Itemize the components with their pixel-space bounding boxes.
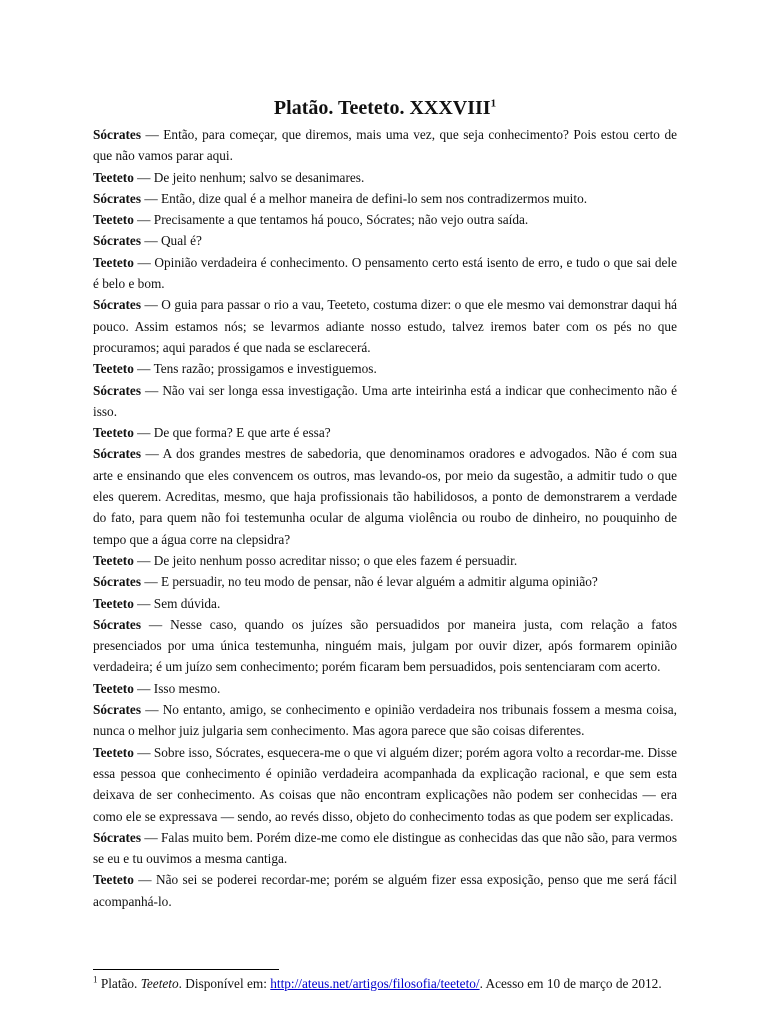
speaker-name: Teeteto bbox=[93, 595, 134, 611]
speaker-name: Sócrates bbox=[93, 574, 141, 590]
footnote-separator bbox=[93, 969, 279, 970]
footnote-link[interactable]: http://ateus.net/artigos/filosofia/teeteto/ bbox=[270, 976, 480, 991]
speech-text: — Não vai ser longa essa investigação. Uma arte inteirinha está a indicar que conhecimento não é isso. bbox=[93, 382, 677, 419]
speech-text: — Qual é? bbox=[141, 233, 202, 249]
dialogue-turn bbox=[93, 230, 677, 251]
speaker-name: Teeteto bbox=[93, 212, 134, 228]
speech-text: — Nesse caso, quando os juízes são persuadidos por maneira justa, com relação a fatos presenciados por uma única testemunha, ninguém mais, julgam por ouvir dizer, após formarem opinião verdadeira; é um juízo sem conhecimento; porém ficaram bem persuadidos, pois sentenciaram com acerto. bbox=[93, 616, 677, 675]
speech-text: — Isso mesmo. bbox=[133, 680, 221, 696]
speech-text: — De jeito nenhum posso acreditar nisso; o que eles fazem é persuadir. bbox=[133, 552, 518, 568]
footnote bbox=[93, 975, 693, 993]
footnote-available-text: . Disponível em: bbox=[178, 976, 271, 991]
speaker-name: Sócrates bbox=[93, 446, 141, 462]
speaker-name: Sócrates bbox=[93, 616, 141, 632]
speaker-name: Teeteto bbox=[93, 425, 134, 441]
speaker-name: Teeteto bbox=[93, 680, 134, 696]
dialogue-turn bbox=[93, 742, 677, 827]
speaker-name: Sócrates bbox=[93, 190, 141, 206]
footnote-author: Platão. bbox=[97, 976, 141, 991]
dialogue-turn bbox=[93, 699, 677, 742]
speaker-name: Teeteto bbox=[93, 254, 134, 270]
speech-text: — Sobre isso, Sócrates, esquecera-me o que vi alguém dizer; porém agora volto a recordar-me. Disse essa pessoa que conhecimento é opinião verdadeira acompanhada da explicação racional, e que sem esta deixava de ser conhecimento. As coisas que não encontram explicações não podem ser conhecidas — era como ele se expressava — sendo, ao revés disso, objeto do conhecimento todas as que podem ser explicadas. bbox=[93, 744, 677, 824]
footnote-access-text: . Acesso em 10 de março de 2012. bbox=[479, 976, 662, 991]
speech-text: — E persuadir, no teu modo de pensar, não é levar alguém a admitir alguma opinião? bbox=[141, 574, 598, 590]
speaker-name: Sócrates bbox=[93, 702, 141, 718]
speaker-name: Teeteto bbox=[93, 552, 134, 568]
dialogue-turn bbox=[93, 167, 677, 188]
dialogue-turn bbox=[93, 443, 677, 549]
title-text: Platão. Teeteto. XXXVIII bbox=[273, 97, 491, 119]
document-page bbox=[93, 0, 677, 912]
dialogue-turn bbox=[93, 380, 677, 423]
speaker-name: Teeteto bbox=[93, 361, 134, 377]
dialogue-turn bbox=[93, 550, 677, 571]
dialogue-turn bbox=[93, 422, 677, 443]
speaker-name: Sócrates bbox=[93, 382, 141, 398]
footnote-work-title: Teeteto bbox=[140, 976, 179, 991]
dialogue-turn bbox=[93, 252, 677, 295]
speaker-name: Sócrates bbox=[93, 233, 141, 249]
dialogue-turn bbox=[93, 124, 677, 167]
speaker-name: Teeteto bbox=[93, 169, 134, 185]
dialogue-turn bbox=[93, 827, 677, 870]
dialogue-turn bbox=[93, 614, 677, 678]
dialogue-turn bbox=[93, 294, 677, 358]
speech-text: — Então, para começar, que diremos, mais uma vez, que seja conhecimento? Pois estou certo de que não vamos parar aqui. bbox=[93, 127, 677, 164]
dialogue-turn bbox=[93, 593, 677, 614]
speech-text: — De jeito nenhum; salvo se desanimares. bbox=[133, 169, 365, 185]
speech-text: — De que forma? E que arte é essa? bbox=[133, 425, 331, 441]
speaker-name: Teeteto bbox=[93, 744, 134, 760]
dialogue-turn bbox=[93, 571, 677, 592]
speech-text: — Falas muito bem. Porém dize-me como ele distingue as conhecidas das que não são, para vermos se eu e tu ouvimos a mesma cantiga. bbox=[93, 829, 677, 867]
speech-text: — Tens razão; prossigamos e investiguemos. bbox=[133, 361, 377, 377]
footnote-marker: 1 bbox=[93, 974, 98, 985]
speech-text: — Então, dize qual é a melhor maneira de defini-lo sem nos contradizermos muito. bbox=[141, 190, 588, 206]
speaker-name: Sócrates bbox=[93, 127, 141, 142]
speech-text: — Precisamente a que tentamos há pouco, Sócrates; não vejo outra saída. bbox=[133, 212, 529, 228]
dialogue-turn bbox=[93, 188, 677, 209]
page-title bbox=[93, 96, 677, 120]
speech-text: — O guia para passar o rio a vau, Teeteto, costuma dizer: o que ele mesmo vai demonstrar daqui há pouco. Assim estamos nós; se levarmos adiante nosso estudo, talvez iremos bater com os pés no que procuramos; aqui parados é que nada se esclarecerá. bbox=[93, 297, 677, 355]
speech-text: — A dos grandes mestres de sabedoria, que denominamos oradores e advogados. Não é com sua arte e ensinando que eles convencem os outros, mas levando-os, por meio da sugestão, a admitir tudo o que eles querem. Acreditas, mesmo, que haja profissionais tão habilidosos, a ponto de demonstrarem a verdade do fato, para quem não foi testemunha ocular de alguma violência ou roubo de dinheiro, no pouquinho de tempo que a água corre na clepsidra? bbox=[93, 446, 677, 547]
speaker-name: Teeteto bbox=[93, 872, 134, 888]
dialogue-turn bbox=[93, 209, 677, 230]
speaker-name: Sócrates bbox=[93, 829, 141, 845]
dialogue-turn bbox=[93, 869, 677, 912]
speech-text: — No entanto, amigo, se conhecimento e opinião verdadeira nos tribunais fossem a mesma coisa, nunca o melhor juiz julgaria sem conhecimento. Mas agora parece que são coisas diferentes. bbox=[93, 702, 677, 739]
speech-text: — Não sei se poderei recordar-me; porém se alguém fizer essa exposição, penso que me será fácil acompanhá-lo. bbox=[93, 872, 677, 909]
speech-text: — Opinião verdadeira é conhecimento. O pensamento certo está isento de erro, e tudo o que sai dele é belo e bom. bbox=[93, 254, 677, 292]
footnote-reference[interactable]: 1 bbox=[490, 97, 497, 110]
speaker-name: Sócrates bbox=[93, 297, 141, 313]
dialogue bbox=[93, 124, 677, 912]
dialogue-turn bbox=[93, 678, 677, 699]
speech-text: — Sem dúvida. bbox=[133, 595, 221, 611]
dialogue-turn bbox=[93, 358, 677, 379]
